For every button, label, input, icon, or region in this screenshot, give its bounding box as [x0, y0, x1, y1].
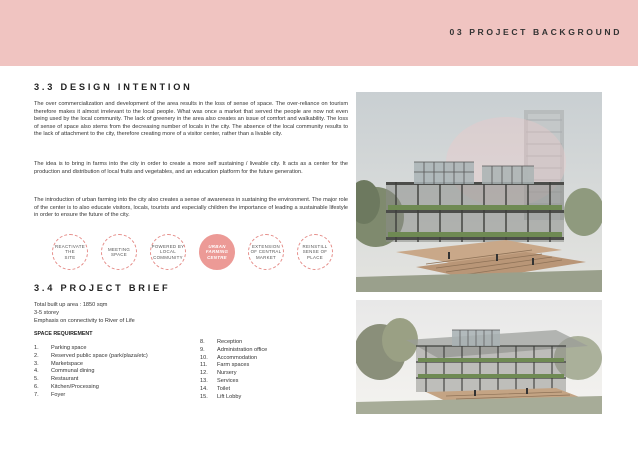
concept-circle-community: [150, 234, 186, 270]
list-item: [34, 392, 148, 400]
item-label: Reception: [217, 339, 243, 345]
list-item: [200, 370, 267, 378]
circle-text: MEETING: [107, 246, 131, 252]
circle-text: COMMUNITY: [153, 254, 183, 260]
list-item: [34, 361, 148, 369]
item-number: 6.: [34, 383, 39, 390]
brief-line: 3-5 storey: [34, 310, 59, 317]
item-number: 5.: [34, 376, 39, 383]
circle-text: REACTIVATE: [55, 243, 85, 249]
circle-text: MARKET: [255, 254, 277, 260]
item-number: 15.: [200, 393, 208, 400]
item-label: Restaurant: [51, 376, 79, 383]
item-number: 2.: [34, 352, 39, 359]
concept-circle-meeting: [101, 234, 137, 270]
intention-paragraph-3: The introduction of urban farming into the city also creates a sense of awareness in sustaining the environment. The major role of the center is to also educate visitors, locals, tourists and especially children the importance of leading a sustainable lifestyle in order to ensure the future of the city.: [34, 197, 348, 219]
brief-line: Total built up area : 1850 sqm: [34, 302, 108, 308]
circle-text: REINSTILL: [302, 243, 328, 249]
circle-text: CENTRE: [207, 254, 227, 260]
item-label: Kitchen/Processing: [51, 383, 99, 390]
item-label: Lift Lobby: [217, 393, 242, 400]
list-item: [34, 368, 148, 376]
project-brief-heading: 3.4 PROJECT BRIEF: [34, 283, 171, 293]
list-item: [200, 386, 267, 394]
section-title: 03 PROJECT BACKGROUND: [449, 27, 622, 37]
concept-diagram: [52, 234, 354, 274]
list-item: [200, 355, 267, 363]
circle-text: SPACE: [110, 252, 128, 257]
list-item: [200, 362, 267, 370]
circle-text: PLACE: [307, 254, 323, 260]
list-item: [34, 384, 148, 392]
concept-circle-market: [248, 234, 284, 270]
concept-circle-reactivate: [52, 234, 88, 270]
space-requirement-title: SPACE REQUIREMENT: [34, 331, 93, 337]
item-label: Administration office: [217, 346, 268, 353]
item-number: 3.: [34, 360, 39, 367]
item-label: Reserved public space (park/plaza/etc): [51, 352, 148, 359]
item-number: 8.: [200, 339, 205, 345]
circle-text: THE: [65, 249, 75, 255]
requirement-list-right: [200, 339, 267, 401]
item-number: 1.: [34, 345, 39, 351]
circle-text: SENSE OF: [302, 249, 328, 255]
circle-text: POWERED BY: [151, 243, 185, 249]
circle-text: URBAN: [208, 243, 226, 249]
item-label: Parking space: [51, 345, 87, 351]
item-label: Marketspace: [51, 360, 84, 367]
item-number: 4.: [34, 368, 39, 375]
render-front-perspective: [356, 92, 602, 292]
render-side-perspective: [356, 300, 602, 414]
list-item: [200, 394, 267, 402]
render-front-image: [356, 92, 602, 292]
circle-text: EXTENSION: [251, 243, 281, 249]
item-number: 9.: [200, 346, 205, 353]
item-number: 7.: [34, 391, 39, 398]
item-number: 14.: [200, 385, 208, 392]
intention-paragraph-2: The idea is to bring in farms into the city in order to create a more self sustaining / liveable city. It acts as a center for the production and distribution of local fruits and vegetables, and an education platform for the future generation.: [34, 161, 348, 175]
render-side-image: [356, 300, 602, 414]
concept-circle-urban-farming: [199, 234, 235, 270]
circle-text: FARMING: [205, 249, 229, 255]
design-intention-heading: 3.3 DESIGN INTENTION: [34, 82, 193, 92]
item-label: Communal dining: [51, 368, 95, 375]
list-item: [34, 376, 148, 384]
concept-circle-place: [297, 234, 333, 270]
item-number: 12.: [200, 370, 208, 377]
list-item: [34, 345, 148, 353]
list-item: [200, 339, 267, 347]
item-label: Farm spaces: [217, 362, 250, 369]
circle-text: SITE: [64, 254, 76, 260]
intention-paragraph-1: The over commercialization and development of the area results in the loss of sense of space. The over-reliance on tourism therefore makes it almost irrelevant to the local people. What was once a market that served the people are now not even being used by the local community. The lack of greenery in the area also creates an issue of comfort and walkability. The loss of sense of space also stems from the decreasing number of locals in the city. The absence of the local community results to the lack of attachment to the city, therefore creating more of a visitor center, rather than a livable city.: [34, 101, 348, 138]
item-label: Accommodation: [217, 354, 258, 361]
item-label: Nursery: [217, 370, 237, 377]
list-item: [200, 378, 267, 386]
item-label: Services: [217, 377, 239, 384]
requirement-list-left: [34, 345, 148, 400]
brief-lines: [34, 301, 135, 326]
list-item: [34, 353, 148, 361]
list-item: [200, 347, 267, 355]
item-number: 11.: [200, 362, 208, 369]
item-number: 10.: [200, 354, 208, 361]
item-number: 13.: [200, 377, 208, 384]
item-label: Foyer: [51, 391, 66, 398]
circle-text: OF CENTRAL: [250, 249, 282, 255]
item-label: Toilet: [217, 385, 231, 392]
brief-line: Emphasis on connectivity to River of Life: [34, 318, 135, 325]
circle-text: LOCAL: [160, 249, 176, 255]
